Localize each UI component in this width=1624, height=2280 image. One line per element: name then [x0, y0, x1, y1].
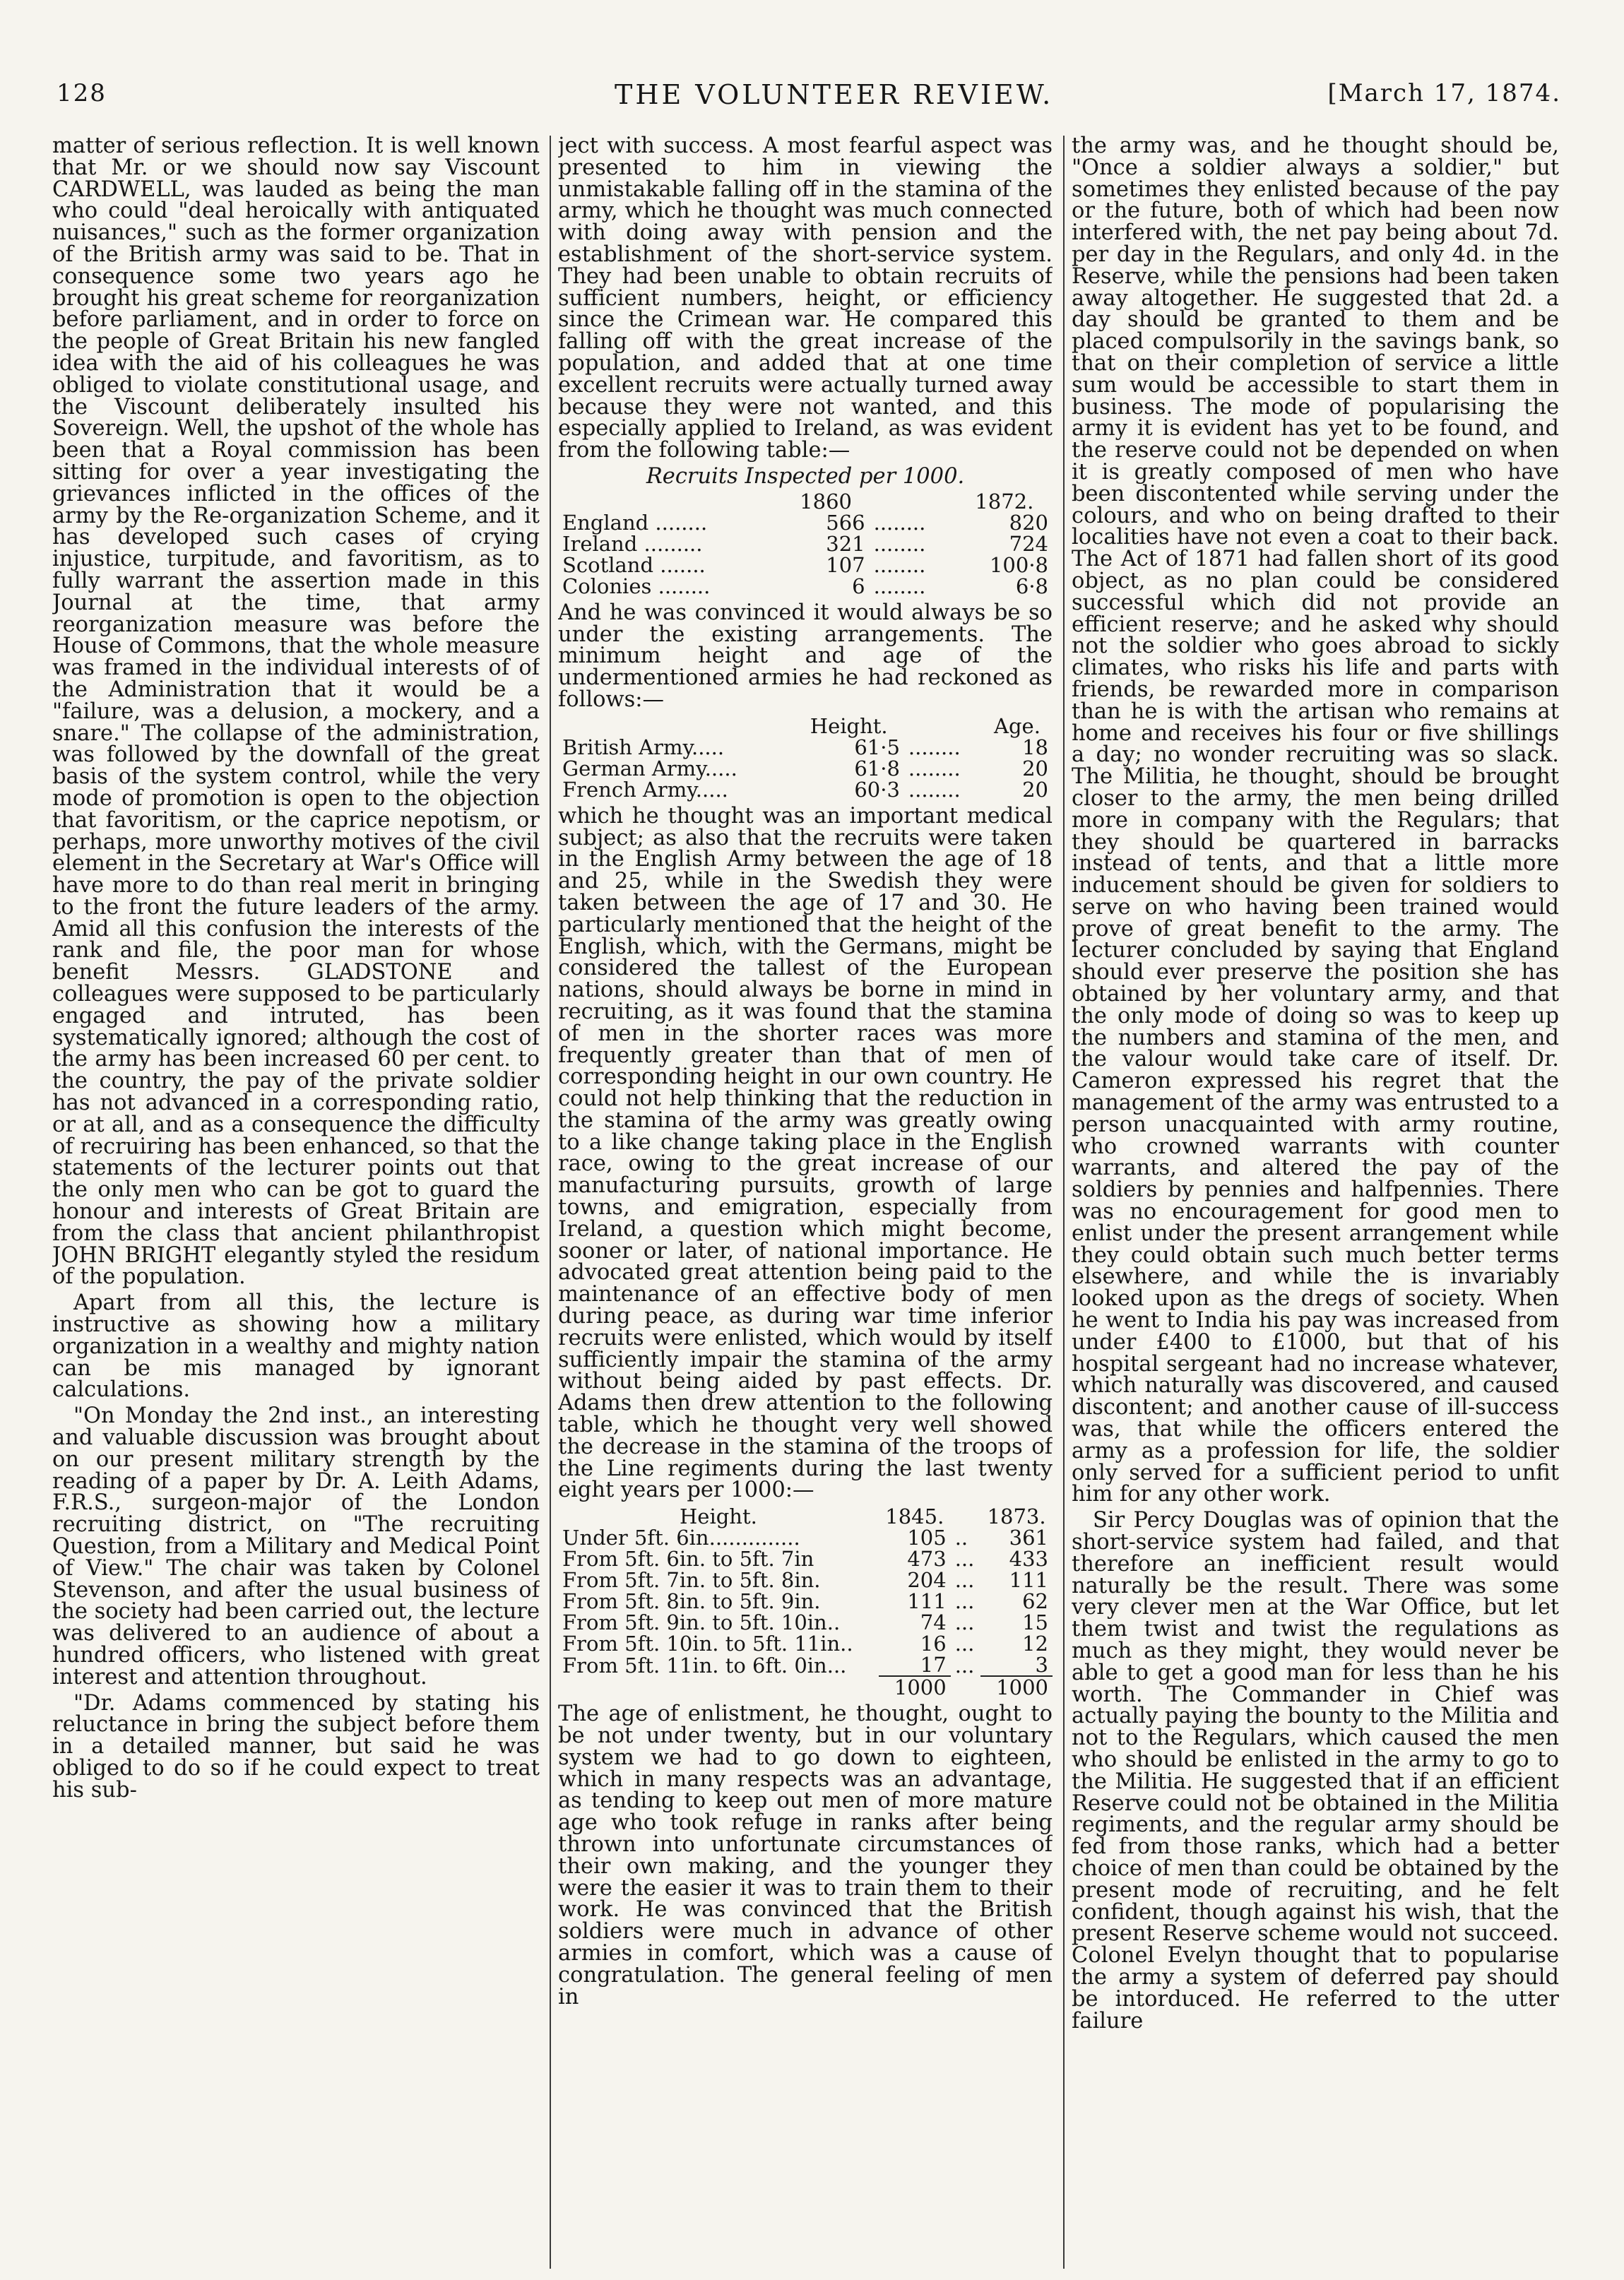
paragraph: "Dr. Adams commenced by stating his reluctance in bring the subject before them in a detailed manner, but said he was obliged to do so if he could expect to treat his sub-	[52, 1690, 540, 1803]
table-total-row	[558, 1676, 1053, 1698]
table-row	[558, 1654, 1053, 1676]
column-3	[1072, 136, 1559, 2276]
table-cell: 20	[1022, 756, 1048, 780]
table-row	[558, 737, 1053, 758]
table-cell: 433	[1009, 1547, 1048, 1572]
paragraph: Sir Percy Douglas was of opinion that the short-service system had failed, and that therefore an inefficient result would naturally be the result. There was some very clever men at the War Office, but let them twist and twist the regulations as much as they might, they would never be able to get a good man for less than he his worth. The Commander in Chief was actually paying the bounty to the Militia and not to the Regulars, which caused the men who should be enlisted in the army to go to the Militia. He suggested that if an efficient Reserve could not be obtained in the Militia regiments, and the regular army should be fed from those ranks, which had a better choice of men than could be obtained by the present mode of recruiting, and he felt confident, though against his wish, that the present Reserve scheme would not succeed. Colonel Evelyn thought that to popularise the army a system of deferred pay should be intorduced. He referred to the utter failure	[1072, 1508, 1559, 2033]
table-header-cell	[904, 716, 982, 737]
table-row	[558, 758, 1053, 779]
table-cell: From 5ft. 7in. to 5ft. 8in.	[562, 1568, 821, 1593]
table-cell: 61·8	[854, 756, 900, 780]
table-cell: 74	[920, 1610, 947, 1635]
table-cell: From 5ft. 10in. to 5ft. 11in..	[562, 1632, 853, 1656]
table-cell: 107	[826, 552, 865, 577]
table-header-cell: 1845.	[885, 1504, 944, 1529]
table-cell: From 5ft. 6in. to 5ft. 7in	[562, 1547, 814, 1572]
table-cell: French Army.....	[562, 777, 728, 802]
table-cell: ...	[954, 1610, 975, 1635]
paragraph: The age of enlistment, he thought, ought to be not under twenty, but in our voluntary system we had to go down to eighteen, which in many respects was an advantage, as tending to keep out men of more mature age who took refuge in ranks after being thrown into unfortunate circumstances of their own making, and the younger they were the easier it was to train them to their work. He was convinced that the British soldiers were much in advance of other armies in comfort, which was a cause of congratulation. The general feeling of men in	[558, 1702, 1053, 2009]
table-header-cell: Height.	[810, 713, 888, 738]
table-cell: 361	[1009, 1526, 1048, 1550]
table-row	[558, 576, 1053, 597]
paragraph: ject with success. A most fearful aspect was presented to him in viewing the unmistakable falling off in the stamina of the army, which he thought was much connected with doing away with pension and the establishment of the short-service system. They had been unable to obtain recruits of sufficient numbers, height, or efficiency since the Crimean war. He compared this falling off with the great increase of the population, and added that at one time excellent recruits were actually turned away because they were not wanted, and this especially applied to Ireland, as was evident from the following table:—	[558, 136, 1053, 463]
table-header-cell	[558, 491, 783, 512]
table-cell: Ireland .........	[562, 531, 703, 556]
table-total-cell: 1000	[879, 1676, 951, 1698]
table-cell: ..	[954, 1526, 968, 1550]
column-1	[52, 136, 540, 2276]
table-cell: 6·8	[1015, 574, 1048, 598]
recruits-table	[558, 491, 1053, 597]
table-row	[558, 1612, 1053, 1633]
paragraph: which he thought was an important medical subject; as also that the recruits were taken in the English Army between the age of 18 and 25, while in the Swedish they were taken between the age of 17 and 30. He particularly mentioned that the height of the English, which, with the Germans, might be considered the tallest of the European nations, should always be borne in mind in recruiting, as it was found that the stamina of men in the shorter races was more frequently greater than that of men of corresponding height in our own country. He could not help thinking that the reduction in the stamina of the army was greatly owing to a like change taking place in the English race, owing to the great increase of our manufacturing pursuits, growth of large towns, and emigration, especially from Ireland, a question which might become, sooner or later, of national importance. He advocated great attention being paid to the maintenance of an effective body of men during peace, as during war time inferior recruits were enlisted, which would by itself sufficiently impair the stamina of the army without being aided by past effects. Dr. Adams then drew attention to the following table, which he thought very well showed the decrease in the stamina of the troops of the Line regiments during the last twenty eight years per 1000:—	[558, 803, 1053, 1503]
table-cell: 16	[920, 1632, 947, 1656]
table-cell: 100·8	[989, 552, 1048, 577]
table-header-row	[558, 491, 1053, 512]
table-cell: 204	[907, 1568, 947, 1593]
table-header-cell	[951, 1506, 980, 1527]
table-cell: ...	[954, 1632, 975, 1656]
table-cell: From 5ft. 9in. to 5ft. 10in..	[562, 1610, 841, 1635]
table-cell: 566	[826, 510, 865, 535]
table-cell: ........	[908, 735, 961, 759]
table-header-cell: Age.	[994, 713, 1041, 738]
table-header-cell: 1872.	[975, 489, 1034, 513]
table-row	[558, 1569, 1053, 1591]
table-cell: Colonies ........	[562, 574, 711, 598]
page-number: 128	[57, 79, 107, 107]
table-cell: ........	[873, 574, 926, 598]
table-header-cell	[870, 491, 956, 512]
journal-title: THE VOLUNTEER REVIEW.	[615, 79, 1054, 110]
table-cell: 473	[907, 1547, 947, 1572]
table-header-row	[558, 716, 1053, 737]
table-cell: ...	[954, 1547, 975, 1572]
table-header-row	[558, 1506, 1053, 1527]
table-cell: 6	[852, 574, 865, 598]
table-cell: 111	[1009, 1568, 1048, 1593]
table-cell	[558, 1676, 879, 1698]
table-cell: Under 5ft. 6in..............	[562, 1526, 800, 1550]
table-row	[558, 554, 1053, 576]
table-row	[558, 1591, 1053, 1612]
table-cell: 60·3	[854, 777, 900, 802]
table-header-cell: 1860	[800, 489, 852, 513]
table-cell: 321	[826, 531, 865, 556]
table-row	[558, 533, 1053, 554]
stamina-table	[558, 1506, 1053, 1698]
column-2	[558, 136, 1053, 2276]
table-title: Recruits Inspected per 1000.	[646, 463, 965, 489]
page-header	[49, 79, 1568, 129]
table-cell: 111	[907, 1589, 947, 1614]
table-row	[558, 1548, 1053, 1569]
issue-date: [March 17, 1874.	[1327, 79, 1561, 107]
table-cell: 3	[1035, 1653, 1048, 1678]
table-row	[558, 512, 1053, 533]
paragraph: matter of serious reflection. It is well known that Mr. or we should now say Viscount CARDWELL, was lauded as being the man who could "deal heroically with antiquated nuisances," such as the former organization of the British army was said to be. That in consequence some two years ago he brought his great scheme for reorganization before parliament, and in order to force on the people of Great Britain his new fangled idea with the aid of his colleagues he was obliged to violate constitutional usage, and the Viscount deliberately insulted his Sovereign. Well, the upshot of the whole has been that a Royal commission has been sitting for over a year investigating the grievances inflicted in the offices of the army by the Re-organization Scheme, and it has developed such cases of crying injustice, turpitude, and favoritism, as to fully warrant the assertion made in this Journal at the time, that army reorganization measure was before the House of Commons, that the whole measure was framed in the individual interests of of the Administration that it would be a "failure, was a delusion, a mockery, and a snare." The collapse of the administration, was followed by the downfall of the great basis of the system control, while the very mode of promotion is open to the objection that favoritism, or the caprice nepotism, or perhaps, more unworthy motives of the civil element in the Secretary at War's Office will have more to do than real merit in bringing to the front the future leaders of the army. Amid all this confusion the interests of the rank and file, the poor man for whose benefit Messrs. GLADSTONE and colleagues were supposed to be particularly engaged and intruted, has been systematically ignored; although the cost of the army has been increased 60 per cent. to the country, the pay of the private soldier has not advanced in a corresponding ratio, or at all, and as a consequence the difficulty of recruiring has been enhanced, so that the statements of the lecturer points out that the only men who can be got to guard the honour and interests of Great Britain are from the class that ancient philanthropist JOHN BRIGHT elegantly styled the residum of the population.	[52, 136, 540, 1290]
table-cell: ...	[954, 1568, 975, 1593]
table-row	[558, 779, 1053, 800]
table-cell: ...	[954, 1589, 975, 1614]
table-cell: ...	[954, 1653, 975, 1678]
table-cell: British Army.....	[562, 735, 725, 759]
table-cell: Scotland .......	[562, 552, 706, 577]
table-header-cell	[558, 716, 794, 737]
table-cell: 17	[920, 1653, 947, 1678]
table-cell: 61·5	[854, 735, 900, 759]
table-cell: From 5ft. 8in. to 5ft. 9in.	[562, 1589, 821, 1614]
paragraph: Apart from all this, the lecture is instructive as showing how a military organization in a wealthy and mighty nation can be mis managed by ignorant calculations.	[52, 1290, 540, 1403]
table-cell: ........	[873, 510, 926, 535]
table-cell: ........	[908, 777, 961, 802]
table-header-cell: Height.	[680, 1504, 757, 1529]
table-cell: 15	[1022, 1610, 1048, 1635]
table-header-cell: 1873.	[987, 1504, 1046, 1529]
paragraph: the army was, and he thought should be, "Once a soldier always a soldier," but sometimes they enlisted because of the pay or the future, both of which had been now interfered with, the net pay being about 7d. per day in the Regulars, and only 4d. in the Reserve, while the pensions had been taken away altogether. He suggested that 2d. a day should be granted to them and be placed compulsorily in the savings bank, so that on their completion of service a little sum would be accessible to start them in business. The mode of popularising the army it is evident has yet to be found, and the reserve could not be depended on when it is greatly composed of men who have been discontented while serving under the colours, and who on being drafted to their localities have not even a coat to their back. The Act of 1871 had fallen short of its good object, as no plan could be considered successful which did not provide an efficient reserve; and he asked why should not the soldier who goes abroad to sickly climates, who risks his life and parts with friends, be rewarded more in comparison than he is with the artisan who remains at home and receives his four or five shillings a day; no wonder recruiting was so slack. The Militia, he thought, should be brought closer to the army, the men being drilled more in company with the Regulars; that they should be quartered in barracks instead of tents, and that a little more inducement should be given for soldiers to serve on who having been trained would prove of great benefit to the army. The lecturer concluded by saying that England should ever preserve the position she has obtained by her voluntary army, and that the only mode of doing so was to keep up the numbers and stamina of the men, and the valour would take care of itself. Dr. Cameron expressed his regret that the management of the army was entrusted to a person unacquainted with army routine, who crowned warrants with counter warrants, and altered the pay of the soldiers by pennies and halfpennies. There was no encouragement for good men to enlist under the present arrangement while they could obtain such much better terms elsewhere, and while the is invariably looked upon as the dregs of society. When he went to India his pay was increased from under £400 to £1000, but that of his hospital sergeant had no increase whatever, which naturally was discovered, and caused discontent; and another cause of ill-success was, that while the officers entered the army as a profession for life, the soldier only served for a sufficient period to unfit him for any other work.	[1072, 136, 1559, 1507]
table-cell: From 5ft. 11in. to 6ft. 0in...	[562, 1653, 847, 1678]
table-cell: 62	[1022, 1589, 1048, 1614]
table-cell: 820	[1009, 510, 1048, 535]
table-total-cell: 1000	[980, 1676, 1053, 1698]
table-cell: 105	[907, 1526, 947, 1550]
table-cell: England ........	[562, 510, 708, 535]
table-cell	[951, 1676, 980, 1698]
table-cell: German Army.....	[562, 756, 737, 780]
column-rule	[1063, 136, 1065, 2269]
table-cell: 20	[1022, 777, 1048, 802]
table-cell: ........	[908, 756, 961, 780]
paragraph: "On Monday the 2nd inst., an interesting and valuable discussion was brought about on our present military strength by the reading of a paper by Dr. A. Leith Adams, F.R.S., surgeon-major of the London recruiting district, on "The recruiting Question, from a Military and Medical Point of View." The chair was taken by Colonel Stevenson, and after the usual business of the society had been carried out, the lecture was delivered to an audience of about a hundred officers, who listened with great interest and attention throughout.	[52, 1403, 540, 1690]
table-cell: 18	[1022, 735, 1048, 759]
table-cell: 12	[1022, 1632, 1048, 1656]
table-row	[558, 1527, 1053, 1548]
table-cell: 724	[1009, 531, 1048, 556]
table-row	[558, 1633, 1053, 1654]
table-cell: ........	[873, 531, 926, 556]
paragraph: And he was convinced it would always be so under the existing arrangements. The minimum height and age of the undermentioned armies he had reckoned as follows:—	[558, 600, 1053, 712]
table-cell: ........	[873, 552, 926, 577]
column-rule	[550, 136, 551, 2269]
minimum-height-table	[558, 713, 1053, 802]
